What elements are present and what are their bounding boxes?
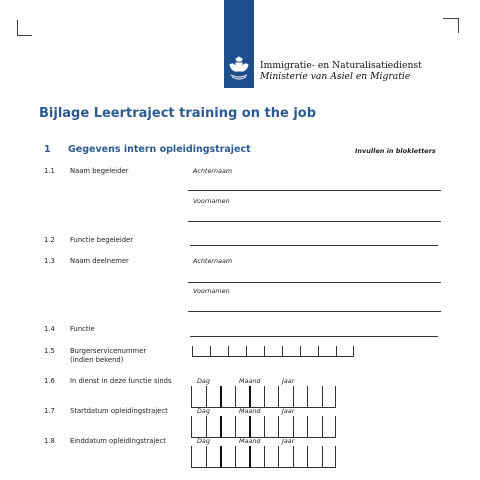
row-label: Functie begeleider bbox=[70, 236, 134, 244]
row-label: Burgerservicenummer bbox=[70, 347, 147, 355]
section-title: Gegevens intern opleidingstraject bbox=[68, 144, 251, 155]
voornamen-deelnemer-field[interactable] bbox=[188, 311, 441, 312]
crop-mark-top-right-v bbox=[458, 18, 459, 33]
field-sublabel: Achternaam bbox=[193, 257, 233, 265]
date-boxes-startdatum[interactable] bbox=[191, 416, 336, 438]
crop-mark-top-left-h bbox=[17, 35, 32, 36]
row-label: Startdatum opleidingstraject bbox=[70, 407, 168, 415]
dag-label: Dag bbox=[197, 377, 210, 385]
functie-field[interactable] bbox=[190, 336, 438, 337]
coat-of-arms-icon bbox=[227, 56, 251, 82]
government-logo bbox=[224, 0, 254, 88]
date-boxes-in-dienst[interactable] bbox=[191, 386, 336, 408]
section-note: Invullen in blokletters bbox=[355, 147, 436, 155]
row-label-note: (indien bekend) bbox=[70, 356, 124, 364]
crop-mark-top-left bbox=[17, 20, 18, 35]
jaar-label: Jaar bbox=[282, 437, 295, 445]
org-name: Immigratie- en Naturalisatiedienst bbox=[260, 60, 422, 71]
bsn-boxes[interactable] bbox=[192, 346, 354, 357]
functie-begeleider-field[interactable] bbox=[190, 245, 438, 246]
row-label: Einddatum opleidingstraject bbox=[70, 437, 166, 445]
dag-label: Dag bbox=[197, 437, 210, 445]
achternaam-begeleider-field[interactable] bbox=[188, 190, 441, 191]
row-number: 1.5 bbox=[44, 347, 55, 355]
field-sublabel: Voornamen bbox=[193, 287, 230, 295]
row-number: 1.7 bbox=[44, 407, 55, 415]
jaar-label: Jaar bbox=[282, 407, 295, 415]
row-number: 1.1 bbox=[44, 167, 55, 175]
voornamen-begeleider-field[interactable] bbox=[188, 221, 441, 222]
field-sublabel: Achternaam bbox=[193, 167, 233, 175]
row-number: 1.6 bbox=[44, 377, 55, 385]
row-label: Naam begeleider bbox=[70, 167, 129, 175]
field-sublabel: Voornamen bbox=[193, 197, 230, 205]
row-label: In dienst in deze functie sinds bbox=[70, 377, 172, 385]
maand-label: Maand bbox=[239, 407, 261, 415]
jaar-label: Jaar bbox=[282, 377, 295, 385]
maand-label: Maand bbox=[239, 437, 261, 445]
section-number: 1 bbox=[44, 144, 51, 155]
row-number: 1.8 bbox=[44, 437, 55, 445]
document-title: Bijlage Leertraject training on the job bbox=[39, 106, 317, 121]
achternaam-deelnemer-field[interactable] bbox=[188, 282, 441, 283]
row-label: Naam deelnemer bbox=[70, 257, 129, 265]
date-boxes-einddatum[interactable] bbox=[191, 446, 336, 468]
row-number: 1.4 bbox=[44, 325, 55, 333]
dag-label: Dag bbox=[197, 407, 210, 415]
maand-label: Maand bbox=[239, 377, 261, 385]
row-number: 1.2 bbox=[44, 236, 55, 244]
row-number: 1.3 bbox=[44, 257, 55, 265]
crop-mark-top-right bbox=[443, 18, 458, 19]
row-label: Functie bbox=[70, 325, 95, 333]
ministry-name: Ministerie van Asiel en Migratie bbox=[260, 71, 411, 82]
